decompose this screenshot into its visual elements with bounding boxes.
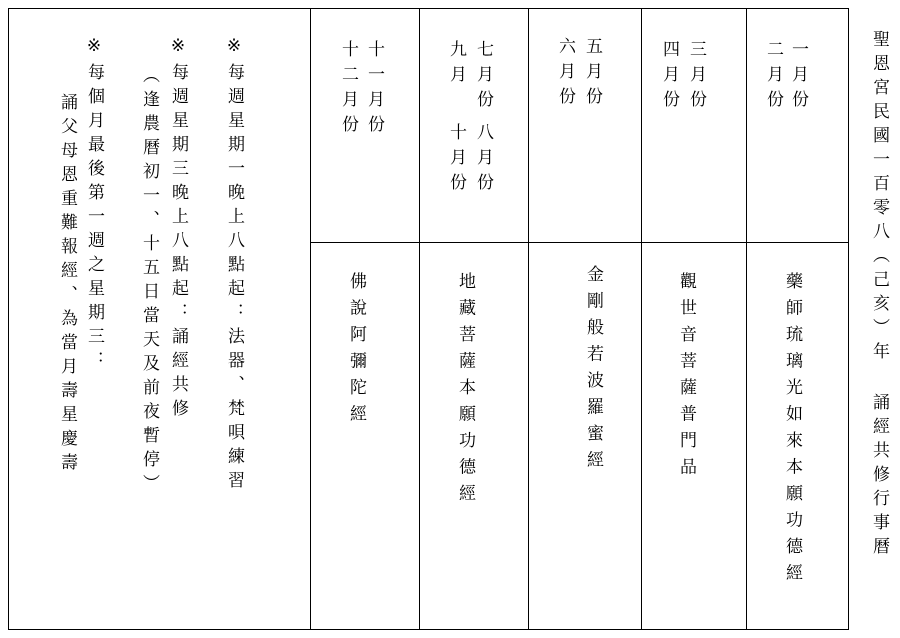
sutra-name: 藥師琉璃光如來本願功德經 (782, 272, 802, 590)
month-label: 四月份 (659, 40, 679, 115)
sutra-name: 地藏菩薩本願功德經 (455, 272, 475, 511)
month-label: 三月份 (686, 40, 706, 115)
note-birthday: 誦父母恩重難報經、為當月壽星慶壽 (57, 93, 77, 477)
column-divider (419, 9, 420, 629)
note-wednesday: ※每週星期三晚上八點起：誦經共修 (168, 36, 188, 423)
row-divider (310, 242, 848, 243)
note-monday: ※每週星期一晚上八點起：法器、梵唄練習 (224, 36, 244, 495)
month-label: 五月份 (582, 37, 602, 112)
column-divider (310, 9, 311, 629)
month-label: 十月份 (446, 123, 466, 198)
sutra-name: 金剛般若波羅蜜經 (583, 265, 603, 477)
note-monthly: ※每個月最後第一週之星期三： (84, 36, 104, 375)
month-label: 九月 (446, 40, 466, 90)
column-divider (746, 9, 747, 629)
month-label: 八月份 (473, 123, 493, 198)
page-title: 聖恩宮民國一百零八︵己亥︶年 誦經共修行事曆 (869, 30, 889, 561)
month-label: 六月份 (555, 37, 575, 112)
sutra-name: 觀世音菩薩普門品 (676, 272, 696, 484)
month-label: 十二月份 (338, 40, 358, 140)
sutra-name: 佛說阿彌陀經 (346, 272, 366, 431)
month-label: 十一月份 (364, 40, 384, 140)
schedule-table (8, 8, 849, 630)
column-divider (641, 9, 642, 629)
note-exception: ︵逢農曆初一、十五日當天及前夜暫停︶ (139, 66, 159, 498)
month-label: 二月份 (763, 40, 783, 115)
column-divider (528, 9, 529, 629)
month-label: 一月份 (788, 40, 808, 115)
month-label: 七月份 (473, 40, 493, 115)
